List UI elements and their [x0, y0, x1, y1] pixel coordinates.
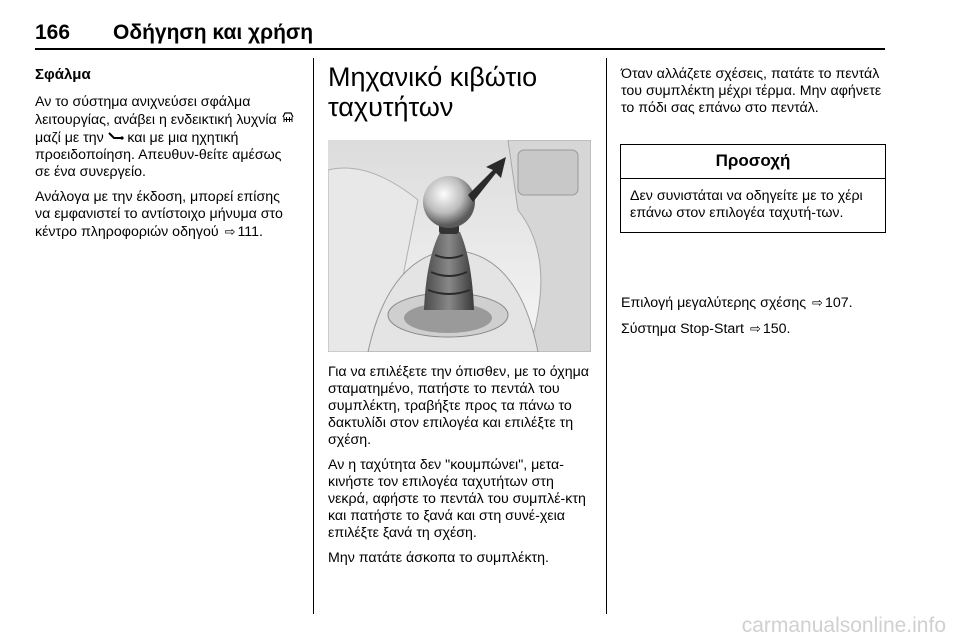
- message-text: Ανάλογα με την έκδοση, μπορεί επίσης να εμφανιστεί το αντίστοιχο μήνυμα στο κέντρο πληροφοριών οδηγού: [35, 189, 283, 240]
- fault-paragraph: [35, 94, 295, 181]
- reverse-gear-paragraph: Για να επιλέξετε την όπισθεν, με το όχημα σταματημένο, πατήστε το πεντάλ του συμπλέκτη, τραβήξτε προς τα πάνω το δακτυλίδι στον επιλογέα και επιλέξτε τη σχέση.: [328, 364, 589, 448]
- section-heading-fault: Σφάλμα: [35, 66, 91, 83]
- fault-text-3: και με μια ηχητική προειδοποίηση. Απευθυν-θείτε αμέσως σε ένα συνεργείο.: [35, 130, 282, 180]
- stop-start-reference: [621, 320, 885, 338]
- column-divider-right: [606, 58, 607, 614]
- watermark: carmanualsonline.info: [741, 614, 946, 637]
- gear-selector-photo: [328, 140, 591, 352]
- gear-engage-paragraph: Αν η ταχύτητα δεν "κουμπώνει", μετα-κινήστε τον επιλογέα ταχυτήτων στη νεκρά, αφήστε το πεντάλ του συμπλέ-κτη και πατήστε το ξανά και στη συνέ-χεια επιλέξτε ξανά τη σχέση.: [328, 457, 586, 541]
- right-column: [621, 66, 885, 125]
- left-column: [35, 66, 295, 249]
- message-paragraph: [35, 189, 295, 241]
- caution-text: Δεν συνιστάται να οδηγείτε με το χέρι επάνω στον επιλογέα ταχυτή-των.: [630, 188, 863, 221]
- right-column-refs: [621, 294, 885, 346]
- fault-text-1: Αν το σύστημα ανιχνεύσει σφάλμα λειτουργίας, ανάβει η ενδεικτική λυχνία: [35, 94, 277, 128]
- page-reference-150[interactable]: 150.: [762, 321, 791, 337]
- higher-gear-text: Επιλογή μεγαλύτερης σχέσης: [621, 295, 807, 311]
- stop-start-text: Σύστημα Stop-Start: [621, 321, 744, 337]
- page-reference-111[interactable]: 111.: [237, 224, 263, 240]
- higher-gear-reference: [621, 294, 885, 312]
- page-reference-arrow-icon: ⇨: [749, 321, 761, 336]
- page-header: [35, 6, 885, 50]
- gearbox-fault-icon: [281, 112, 295, 127]
- fault-text-2: μαζί με την: [35, 130, 104, 146]
- page-reference-107[interactable]: 107.: [824, 295, 853, 311]
- wrench-icon: [108, 130, 128, 145]
- page-reference-arrow-icon: ⇨: [812, 295, 823, 310]
- clutch-warning-paragraph: Μην πατάτε άσκοπα το συμπλέκτη.: [328, 550, 549, 566]
- shift-clutch-paragraph: Όταν αλλάζετε σχέσεις, πατάτε το πεντάλ του συμπλέκτη μέχρι τέρμα. Μην αφήνετε το πόδι σας επάνω στο πεντάλ.: [621, 66, 882, 116]
- page-reference-arrow-icon: ⇨: [224, 224, 236, 239]
- middle-column-text: [328, 364, 592, 575]
- chapter-title: Οδήγηση και χρήση: [113, 21, 314, 44]
- middle-column: [328, 62, 592, 122]
- page-number: 166: [35, 21, 71, 44]
- section-title-manual-gearbox: Μηχανικό κιβώτιο ταχυτήτων: [328, 62, 538, 122]
- header-rule: [35, 48, 885, 50]
- caution-box: [620, 144, 886, 233]
- column-divider-left: [313, 58, 314, 614]
- caution-title: Προσοχή: [621, 145, 885, 179]
